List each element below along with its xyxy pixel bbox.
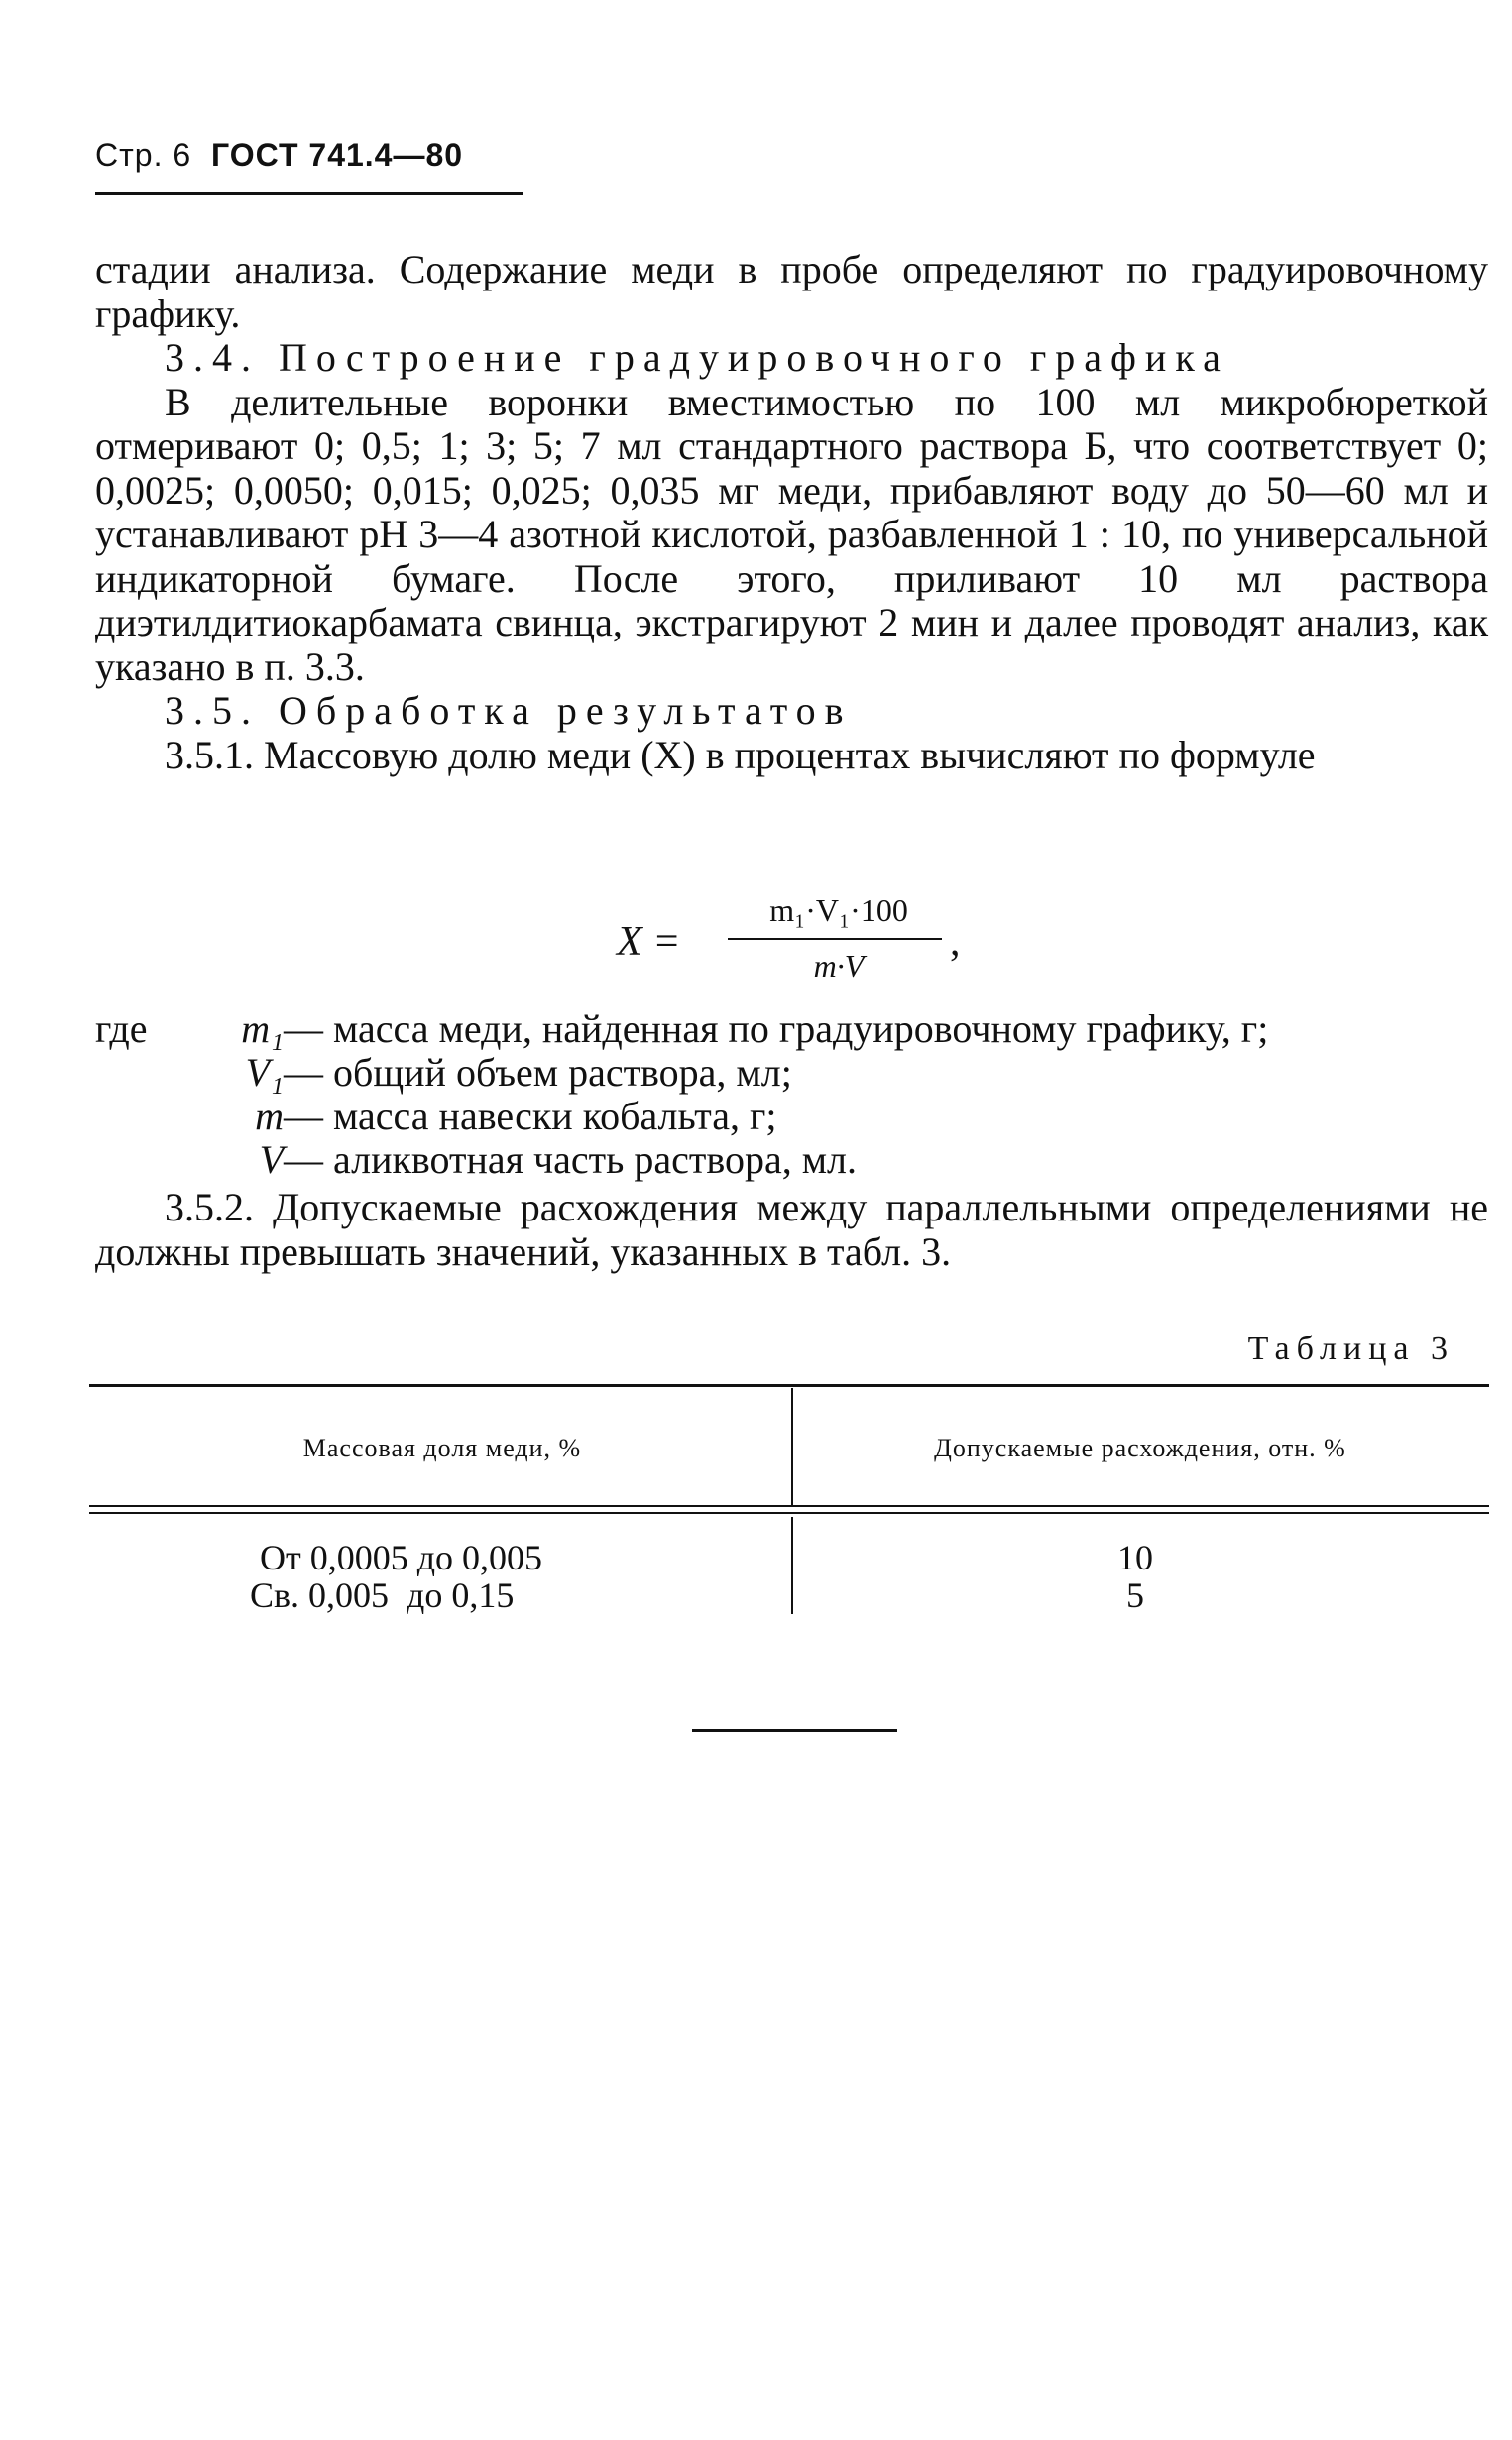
end-rule [692, 1729, 897, 1732]
section-3-5-2 [95, 1186, 1488, 1274]
main-text [95, 248, 1488, 777]
table-top-rule [89, 1384, 1489, 1387]
table-header-rule-2 [89, 1512, 1489, 1514]
fraction-line [728, 938, 942, 940]
table-header-col1: Массовая доля меди, % [302, 1434, 582, 1462]
section-3-4-title: 3.4. Построение градуировочного графика [165, 335, 1229, 380]
formula-numerator: m₁·V₁·100 [769, 892, 908, 928]
legend-description: — масса меди, найденная по градуировочному графику, г; [284, 1006, 1269, 1051]
legend-symbol: m₁ [241, 1006, 284, 1051]
legend-description: — масса навески кобальта, г; [284, 1094, 777, 1138]
section-3-4-paragraph: В делительные воронки вместимостью по 100 мл микробюреткой отмеривают 0; 0,5; 1; 3; 5; 7 мл стандартного раствора Б, что соответствует 0; 0,0025; 0,0050; 0,015; 0,025; 0,035 мг меди, прибавляют воду до 50—60 мл и устанавливают рН 3—4 азотной кислотой, разбавленной 1 : 10, по универсальной индикаторной бумаге. После этого, приливают 10 мл раствора диэтилдитиокарбамата свинца, экстрагируют 2 мин и далее проводят анализ, как указано в п. 3.3. [95, 379, 1488, 689]
table-cell-value: 5 [1126, 1575, 1144, 1615]
legend-row [95, 1137, 858, 1182]
page-number: Стр. 6 [95, 137, 192, 173]
table-caption: Таблица 3 [1247, 1331, 1454, 1367]
table-cell-range: Св. 0,005 до 0,15 [250, 1575, 515, 1615]
table-cell-value: 10 [1117, 1538, 1153, 1577]
table-header-rule-1 [89, 1505, 1489, 1507]
legend-symbol: V [259, 1137, 284, 1182]
table-header-col2: Допускаемые расхождения, отн. % [934, 1434, 1346, 1462]
formula-legend [95, 1006, 1269, 1182]
standard-code: ГОСТ 741.4—80 [211, 137, 464, 173]
section-3-5-title: 3.5. Обработка результатов [165, 688, 853, 733]
legend-row [95, 1050, 792, 1095]
section-3-5-1-paragraph: 3.5.1. Массовую долю меди (X) в процентах вычисляют по формуле [165, 732, 1316, 777]
mass-fraction-formula [617, 892, 974, 991]
legend-prefix: где [95, 1006, 148, 1051]
header-rule [95, 192, 523, 195]
formula-denominator: m·V [813, 948, 865, 984]
legend-row [95, 1094, 777, 1138]
section-3-5-2-paragraph: 3.5.2. Допускаемые расхождения между параллельными определениями не должны превышать значений, указанных в табл. 3. [95, 1185, 1488, 1274]
legend-description: — аликвотная часть раствора, мл. [284, 1137, 858, 1182]
table-body-divider [791, 1517, 793, 1614]
legend-description: — общий объем раствора, мл; [284, 1050, 792, 1095]
intro-paragraph: стадии анализа. Содержание меди в пробе определяют по градуировочному графику. [95, 247, 1488, 336]
page-header [95, 137, 463, 174]
formula-comma: , [950, 919, 961, 965]
formula-lhs: X = [617, 919, 681, 965]
legend-symbol: V₁ [245, 1050, 284, 1095]
legend-symbol: m [255, 1094, 284, 1138]
table-cell-range: От 0,0005 до 0,005 [260, 1538, 543, 1577]
legend-row [95, 1006, 1269, 1051]
